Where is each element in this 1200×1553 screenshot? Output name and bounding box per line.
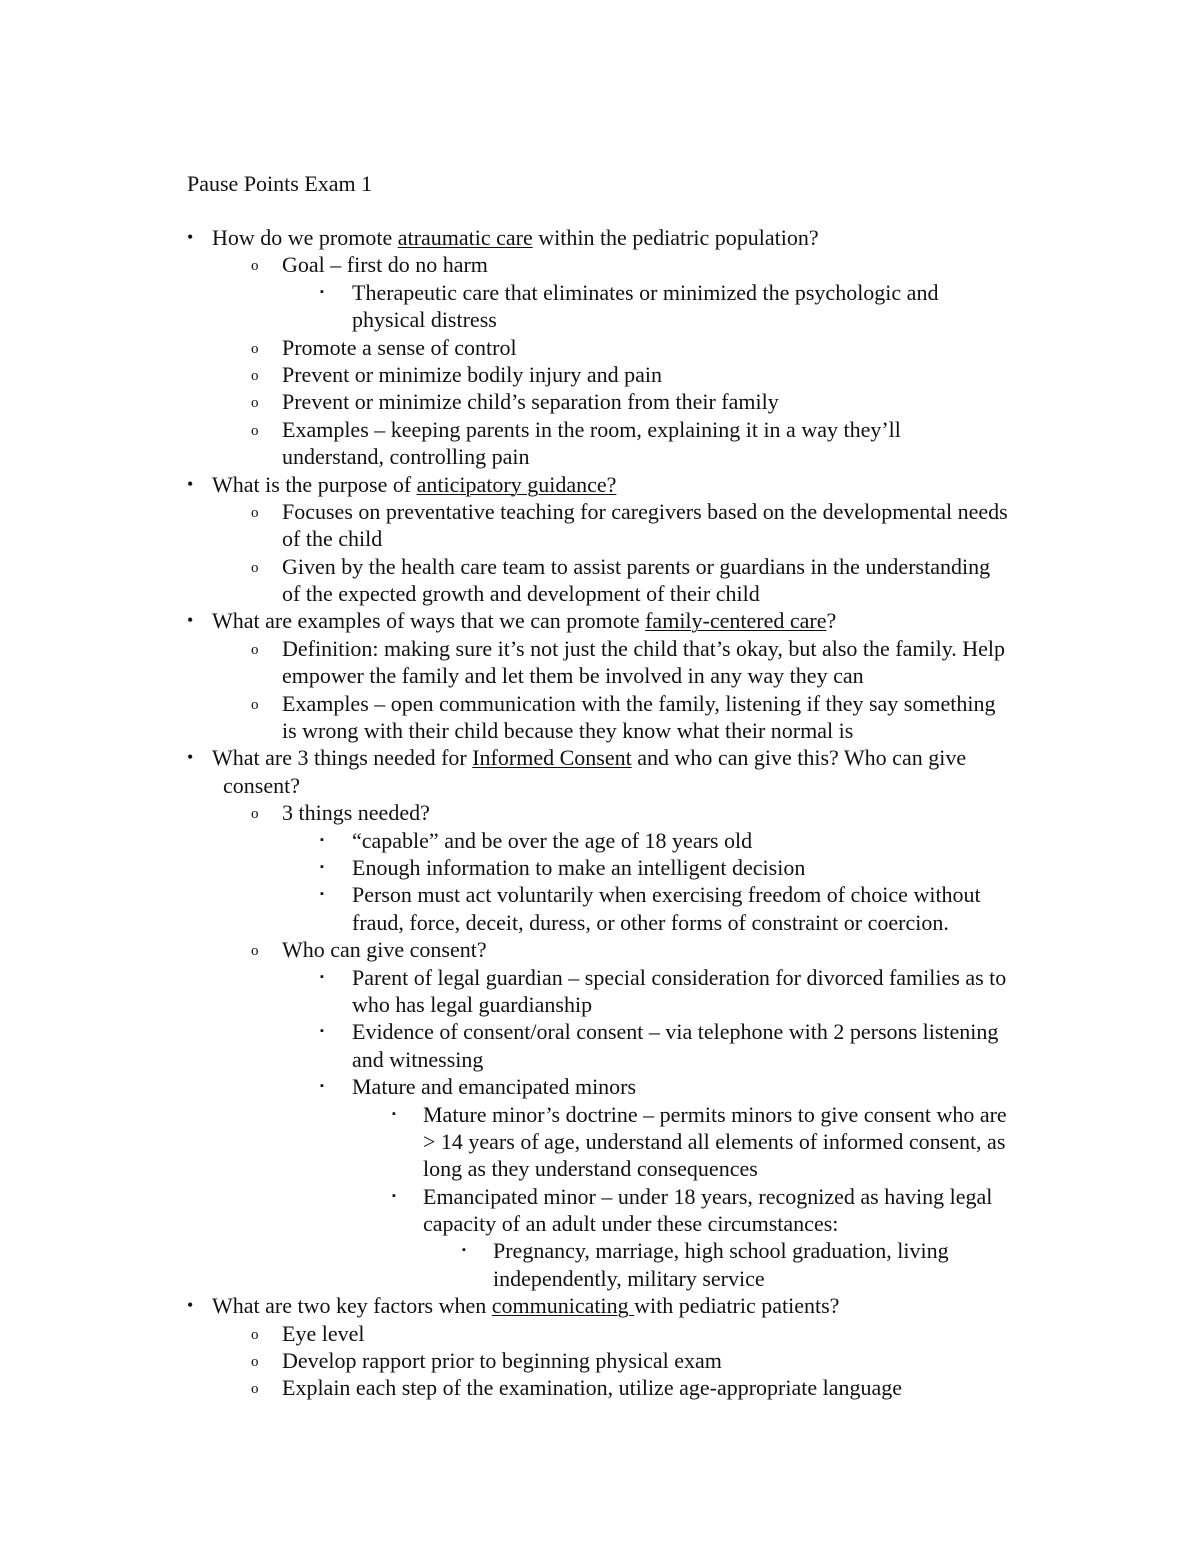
circle-marker: o	[251, 641, 259, 658]
line-text	[352, 909, 949, 936]
underlined-term: Informed Consent	[472, 745, 632, 771]
circle-marker: o	[251, 943, 259, 960]
line-text	[423, 1101, 1007, 1128]
outline-line	[0, 1046, 1200, 1073]
square-marker: ▪	[320, 1025, 324, 1038]
circle-marker: o	[251, 422, 259, 439]
text-segment: Examples – open communication with the family, listening if they say something	[282, 690, 996, 716]
outline-line	[0, 607, 1200, 634]
square-marker: ▪	[392, 1189, 396, 1202]
underlined-term: anticipatory guidance?	[416, 471, 617, 497]
line-text	[282, 361, 662, 388]
line-text	[282, 799, 430, 826]
underlined-term: family-centered care	[645, 608, 827, 634]
text-segment: understand, controlling pain	[282, 444, 530, 470]
text-segment: Who can give consent?	[282, 937, 487, 963]
square-marker: ▪	[320, 1080, 324, 1093]
text-segment: Pregnancy, marriage, high school graduation, living	[493, 1238, 949, 1264]
text-segment: What are two key factors when	[212, 1293, 492, 1319]
line-text	[352, 964, 1006, 991]
outline-line	[0, 1237, 1200, 1264]
line-text	[423, 1128, 1005, 1155]
square-marker: ▪	[392, 1107, 396, 1120]
outline-line	[0, 306, 1200, 333]
line-text	[282, 498, 1008, 525]
outline-line	[0, 580, 1200, 607]
text-segment: and who can give this? Who can give	[631, 745, 967, 771]
circle-marker: o	[251, 367, 259, 384]
outline-line	[0, 936, 1200, 963]
line-text	[282, 635, 1005, 662]
outline-line	[0, 471, 1200, 498]
underlined-term: communicating	[491, 1293, 635, 1319]
line-text	[212, 744, 966, 771]
text-segment: Promote a sense of control	[282, 334, 517, 360]
text-segment: Emancipated minor – under 18 years, recognized as having legal	[423, 1183, 993, 1209]
line-text	[352, 991, 592, 1018]
line-text	[282, 580, 760, 607]
square-marker: ▪	[320, 860, 324, 873]
outline-line	[0, 443, 1200, 470]
text-segment: is wrong with their child because they know what their normal is	[282, 718, 854, 744]
text-segment: Evidence of consent/oral consent – via telephone with 2 persons listening	[352, 1019, 999, 1045]
text-segment: long as they understand consequences	[423, 1156, 758, 1182]
text-segment: independently, military service	[493, 1265, 765, 1291]
line-text	[352, 1018, 998, 1045]
outline-line	[0, 1292, 1200, 1319]
circle-marker: o	[251, 258, 259, 275]
outline-line	[0, 498, 1200, 525]
line-text	[282, 1320, 364, 1347]
line-text	[282, 251, 488, 278]
line-text	[352, 1073, 636, 1100]
text-segment: Focuses on preventative teaching for caregivers based on the developmental needs	[282, 498, 1008, 524]
line-text	[423, 1210, 838, 1237]
text-segment: ?	[826, 608, 837, 634]
bullet-marker: •	[187, 227, 194, 247]
document-body	[0, 224, 1200, 1402]
text-segment: How do we promote	[212, 225, 398, 250]
text-segment: of the expected growth and development of their child	[282, 581, 760, 607]
text-segment: Eye level	[282, 1320, 365, 1346]
outline-line	[0, 553, 1200, 580]
line-text	[493, 1265, 765, 1292]
line-text	[352, 306, 497, 333]
outline-line	[0, 827, 1200, 854]
outline-line	[0, 909, 1200, 936]
line-text	[423, 1183, 992, 1210]
outline-line	[0, 224, 1200, 251]
circle-marker: o	[251, 696, 259, 713]
line-text	[352, 279, 938, 306]
text-segment: Prevent or minimize child’s separation from their family	[282, 389, 779, 415]
outline-line	[0, 1101, 1200, 1128]
text-segment: physical distress	[352, 307, 497, 333]
text-segment: “capable” and be over the age of 18 years old	[352, 827, 753, 853]
outline-line	[0, 388, 1200, 415]
line-text	[282, 690, 995, 717]
text-segment: Definition: making sure it’s not just the child that’s okay, but also the family. Help	[282, 635, 1006, 661]
outline-line	[0, 1155, 1200, 1182]
square-marker: ▪	[320, 285, 324, 298]
text-segment: and witnessing	[352, 1046, 484, 1072]
document-title: Pause Points Exam 1	[187, 171, 373, 196]
line-text	[282, 443, 529, 470]
text-segment: Explain each step of the examination, utilize age-appropriate language	[282, 1375, 903, 1401]
line-text	[282, 416, 901, 443]
text-segment: Examples – keeping parents in the room, explaining it in a way they’ll	[282, 416, 901, 442]
circle-marker: o	[251, 1381, 259, 1398]
text-segment: Parent of legal guardian – special consideration for divorced families as to	[352, 964, 1007, 990]
text-segment: with pediatric patients?	[634, 1293, 840, 1319]
outline-line	[0, 334, 1200, 361]
line-text	[282, 1374, 902, 1401]
text-segment: Mature minor’s doctrine – permits minors to give consent who are	[423, 1101, 1007, 1127]
circle-marker: o	[251, 1326, 259, 1343]
line-text	[352, 854, 805, 881]
line-text	[282, 662, 864, 689]
outline-line	[0, 251, 1200, 278]
outline-line	[0, 416, 1200, 443]
square-marker: ▪	[320, 970, 324, 983]
underlined-term: atraumatic care	[397, 225, 533, 250]
square-marker: ▪	[320, 833, 324, 846]
outline-line	[0, 1073, 1200, 1100]
outline-line	[0, 772, 1200, 799]
circle-marker: o	[251, 340, 259, 357]
text-segment: fraud, force, deceit, duress, or other forms of constraint or coercion.	[352, 909, 949, 935]
text-segment: who has legal guardianship	[352, 991, 593, 1017]
outline-line	[0, 881, 1200, 908]
outline-line	[0, 744, 1200, 771]
outline-line	[0, 279, 1200, 306]
text-segment: capacity of an adult under these circumstances:	[423, 1211, 839, 1237]
outline-line	[0, 799, 1200, 826]
circle-marker: o	[251, 806, 259, 823]
line-text	[212, 471, 616, 498]
text-segment: What are examples of ways that we can promote	[212, 608, 646, 634]
outline-line	[0, 1265, 1200, 1292]
text-segment: empower the family and let them be involved in any way they can	[282, 663, 864, 689]
circle-marker: o	[251, 395, 259, 412]
outline-line	[0, 717, 1200, 744]
line-text	[282, 553, 990, 580]
text-segment: Prevent or minimize bodily injury and pain	[282, 361, 663, 387]
text-segment: 3 things needed?	[282, 800, 430, 826]
outline-line	[0, 1347, 1200, 1374]
line-text	[223, 772, 300, 799]
outline-line	[0, 1320, 1200, 1347]
line-text	[282, 717, 853, 744]
text-segment: Person must act voluntarily when exercising freedom of choice without	[352, 882, 981, 908]
text-segment: Develop rapport prior to beginning physical exam	[282, 1348, 722, 1374]
line-text	[212, 607, 836, 634]
line-text	[282, 334, 517, 361]
outline-line	[0, 854, 1200, 881]
circle-marker: o	[251, 1354, 259, 1371]
outline-line	[0, 1183, 1200, 1210]
line-text	[282, 388, 779, 415]
circle-marker: o	[251, 504, 259, 521]
text-segment: Given by the health care team to assist parents or guardians in the understanding	[282, 553, 991, 579]
text-segment: of the child	[282, 526, 383, 552]
outline-line	[0, 690, 1200, 717]
bullet-marker: •	[187, 610, 194, 631]
text-segment: What is the purpose of	[212, 471, 417, 497]
outline-line	[0, 1374, 1200, 1401]
line-text	[282, 525, 382, 552]
line-text	[282, 1347, 722, 1374]
text-segment: consent?	[223, 772, 300, 798]
outline-line	[0, 662, 1200, 689]
outline-line	[0, 361, 1200, 388]
outline-line	[0, 525, 1200, 552]
text-segment: within the pediatric population?	[532, 225, 819, 250]
outline-line	[0, 1210, 1200, 1237]
text-segment: Therapeutic care that eliminates or minimized the psychologic and	[352, 279, 939, 305]
square-marker: ▪	[462, 1244, 466, 1257]
bullet-marker: •	[187, 747, 194, 768]
text-segment: Enough information to make an intelligent decision	[352, 854, 806, 880]
line-text	[212, 224, 819, 251]
circle-marker: o	[251, 559, 259, 576]
bullet-marker: •	[187, 1295, 194, 1316]
text-segment: What are 3 things needed for	[212, 745, 473, 771]
text-segment: Mature and emancipated minors	[352, 1074, 637, 1100]
outline-line	[0, 964, 1200, 991]
line-text	[212, 1292, 839, 1319]
line-text	[493, 1237, 949, 1264]
line-text	[352, 1046, 483, 1073]
line-text	[282, 936, 487, 963]
outline-line	[0, 991, 1200, 1018]
bullet-marker: •	[187, 473, 194, 494]
line-text	[352, 827, 752, 854]
line-text	[352, 881, 981, 908]
outline-line	[0, 1128, 1200, 1155]
outline-line	[0, 1018, 1200, 1045]
square-marker: ▪	[320, 888, 324, 901]
text-segment: > 14 years of age, understand all elements of informed consent, as	[423, 1128, 1006, 1154]
text-segment: Goal – first do no harm	[282, 252, 488, 278]
outline-line	[0, 635, 1200, 662]
line-text	[423, 1155, 758, 1182]
